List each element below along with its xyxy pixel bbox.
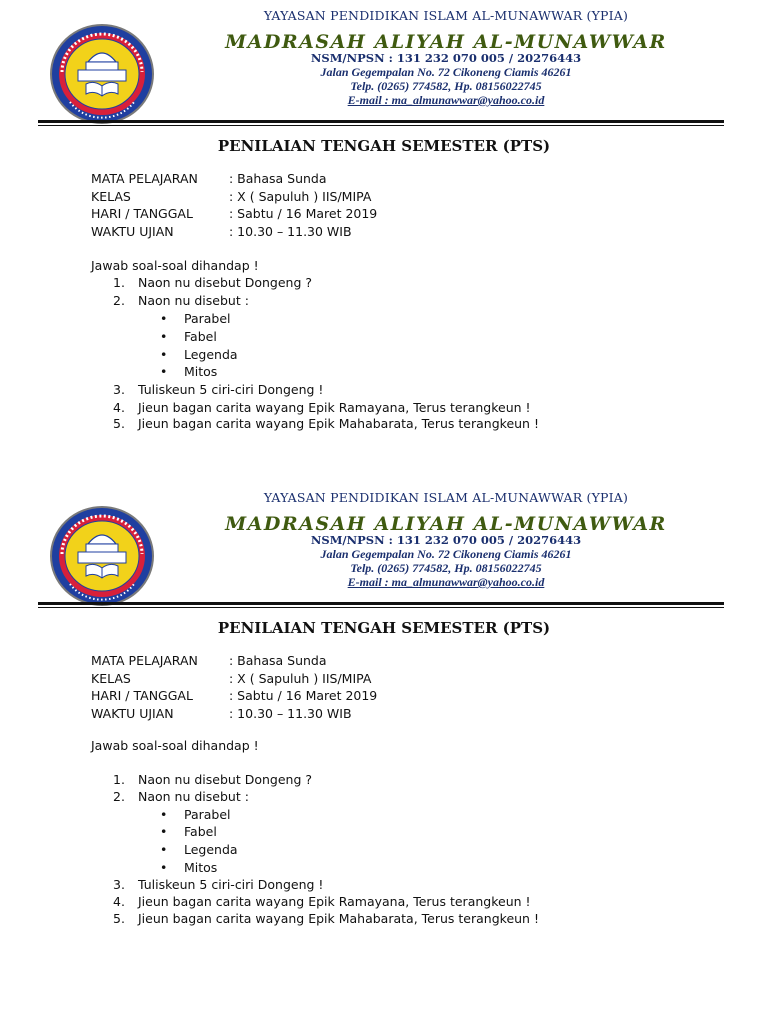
school-logo: [48, 504, 156, 608]
question-item: [113, 911, 539, 926]
foundation-name: YAYASAN PENDIDIKAN ISLAM AL-MUNAWWAR (YPIA): [263, 8, 629, 23]
question-number: 4.: [113, 894, 125, 909]
header-divider-thin: [38, 125, 724, 126]
question-item: [113, 416, 539, 431]
question-text: Jieun bagan carita wayang Epik Ramayana, Terus terangkeun !: [138, 894, 531, 909]
bullet-item: [160, 347, 238, 362]
bullet-icon: •: [160, 824, 168, 839]
question-item: [113, 400, 531, 415]
bullet-item: [160, 364, 217, 379]
bullet-text: Parabel: [184, 807, 231, 822]
info-value: : X ( Sapuluh ) IIS/MIPA: [229, 188, 372, 204]
bullet-item: [160, 824, 217, 839]
bullet-text: Fabel: [184, 824, 217, 839]
bullet-icon: •: [160, 311, 168, 326]
info-value: : Sabtu / 16 Maret 2019: [229, 206, 378, 221]
question-number: 1.: [113, 772, 125, 787]
header-divider: [38, 120, 724, 123]
bullet-text: Fabel: [184, 329, 217, 344]
question-text: Jieun bagan carita wayang Epik Mahabarata, Terus terangkeun !: [138, 911, 539, 926]
bullet-icon: •: [160, 347, 168, 362]
exam-title: PENILAIAN TENGAH SEMESTER (PTS): [217, 137, 551, 155]
nsm-npsn: NSM/NPSN : 131 232 070 005 / 20276443: [310, 533, 582, 547]
info-value: : Bahasa Sunda: [229, 653, 327, 668]
school-logo: [48, 22, 156, 126]
question-number: 2.: [113, 789, 125, 804]
school-phone: Telp. (0265) 774582, Hp. 08156022745: [350, 79, 542, 93]
question-item: [113, 877, 323, 892]
question-text: Tuliskeun 5 ciri-ciri Dongeng !: [138, 877, 324, 892]
bullet-item: [160, 311, 231, 326]
header-divider: [38, 602, 724, 605]
info-label: MATA PELAJARAN: [91, 653, 198, 668]
info-value: : X ( Sapuluh ) IIS/MIPA: [229, 670, 372, 686]
question-item: [113, 894, 531, 909]
bullet-icon: •: [160, 329, 168, 344]
nsm-npsn: NSM/NPSN : 131 232 070 005 / 20276443: [310, 51, 582, 65]
question-item: [113, 772, 312, 787]
bullet-item: [160, 842, 238, 857]
question-number: 4.: [113, 400, 125, 415]
bullet-text: Legenda: [184, 347, 238, 362]
bullet-icon: •: [160, 364, 168, 379]
exam-sheet-1: [0, 0, 768, 470]
bullet-text: Parabel: [184, 311, 231, 326]
bullet-item: [160, 860, 217, 875]
header-divider-thin: [38, 607, 724, 608]
instruction-text: Jawab soal-soal dihandap !: [91, 738, 259, 753]
question-item: [113, 382, 323, 397]
info-value: : 10.30 – 11.30 WIB: [229, 705, 352, 721]
question-text: Naon nu disebut :: [138, 293, 249, 308]
question-text: Naon nu disebut Dongeng ?: [138, 275, 312, 290]
info-label: KELAS: [91, 670, 131, 686]
info-value: : Bahasa Sunda: [229, 171, 327, 186]
question-number: 5.: [113, 911, 125, 926]
school-email: E-mail : ma_almunawwar@yahoo.co.id: [347, 93, 545, 107]
question-number: 5.: [113, 416, 125, 431]
info-label: WAKTU UJIAN: [91, 705, 174, 721]
info-label: KELAS: [91, 188, 131, 204]
exam-sheet-2: [0, 482, 768, 952]
school-address: Jalan Gegempalan No. 72 Cikoneng Ciamis 46261: [320, 547, 572, 561]
question-number: 2.: [113, 293, 125, 308]
exam-title: PENILAIAN TENGAH SEMESTER (PTS): [217, 619, 551, 637]
question-item: [113, 293, 249, 308]
info-label: WAKTU UJIAN: [91, 223, 174, 239]
foundation-name: YAYASAN PENDIDIKAN ISLAM AL-MUNAWWAR (YPIA): [263, 490, 629, 505]
question-text: Naon nu disebut :: [138, 789, 249, 804]
bullet-icon: •: [160, 842, 168, 857]
question-number: 3.: [113, 382, 125, 397]
bullet-item: [160, 807, 231, 822]
school-name: MADRASAH ALIYAH AL-MUNAWWAR: [225, 513, 667, 535]
school-phone: Telp. (0265) 774582, Hp. 08156022745: [350, 561, 542, 575]
bullet-text: Legenda: [184, 842, 238, 857]
question-number: 1.: [113, 275, 125, 290]
info-label: MATA PELAJARAN: [91, 171, 198, 186]
bullet-text: Mitos: [184, 860, 218, 875]
bullet-icon: •: [160, 860, 168, 875]
question-item: [113, 275, 312, 290]
question-text: Jieun bagan carita wayang Epik Mahabarata, Terus terangkeun !: [138, 416, 539, 431]
question-number: 3.: [113, 877, 125, 892]
question-text: Tuliskeun 5 ciri-ciri Dongeng !: [138, 382, 324, 397]
info-label: HARI / TANGGAL: [91, 688, 193, 703]
bullet-text: Mitos: [184, 364, 218, 379]
school-name: MADRASAH ALIYAH AL-MUNAWWAR: [225, 31, 667, 53]
bullet-item: [160, 329, 217, 344]
info-value: : 10.30 – 11.30 WIB: [229, 223, 352, 239]
info-label: HARI / TANGGAL: [91, 206, 193, 221]
info-value: : Sabtu / 16 Maret 2019: [229, 688, 378, 703]
school-email: E-mail : ma_almunawwar@yahoo.co.id: [347, 575, 545, 589]
question-item: [113, 789, 249, 804]
bullet-icon: •: [160, 807, 168, 822]
school-address: Jalan Gegempalan No. 72 Cikoneng Ciamis 46261: [320, 65, 572, 79]
instruction-text: Jawab soal-soal dihandap !: [91, 258, 259, 273]
question-text: Jieun bagan carita wayang Epik Ramayana, Terus terangkeun !: [138, 400, 531, 415]
question-text: Naon nu disebut Dongeng ?: [138, 772, 312, 787]
